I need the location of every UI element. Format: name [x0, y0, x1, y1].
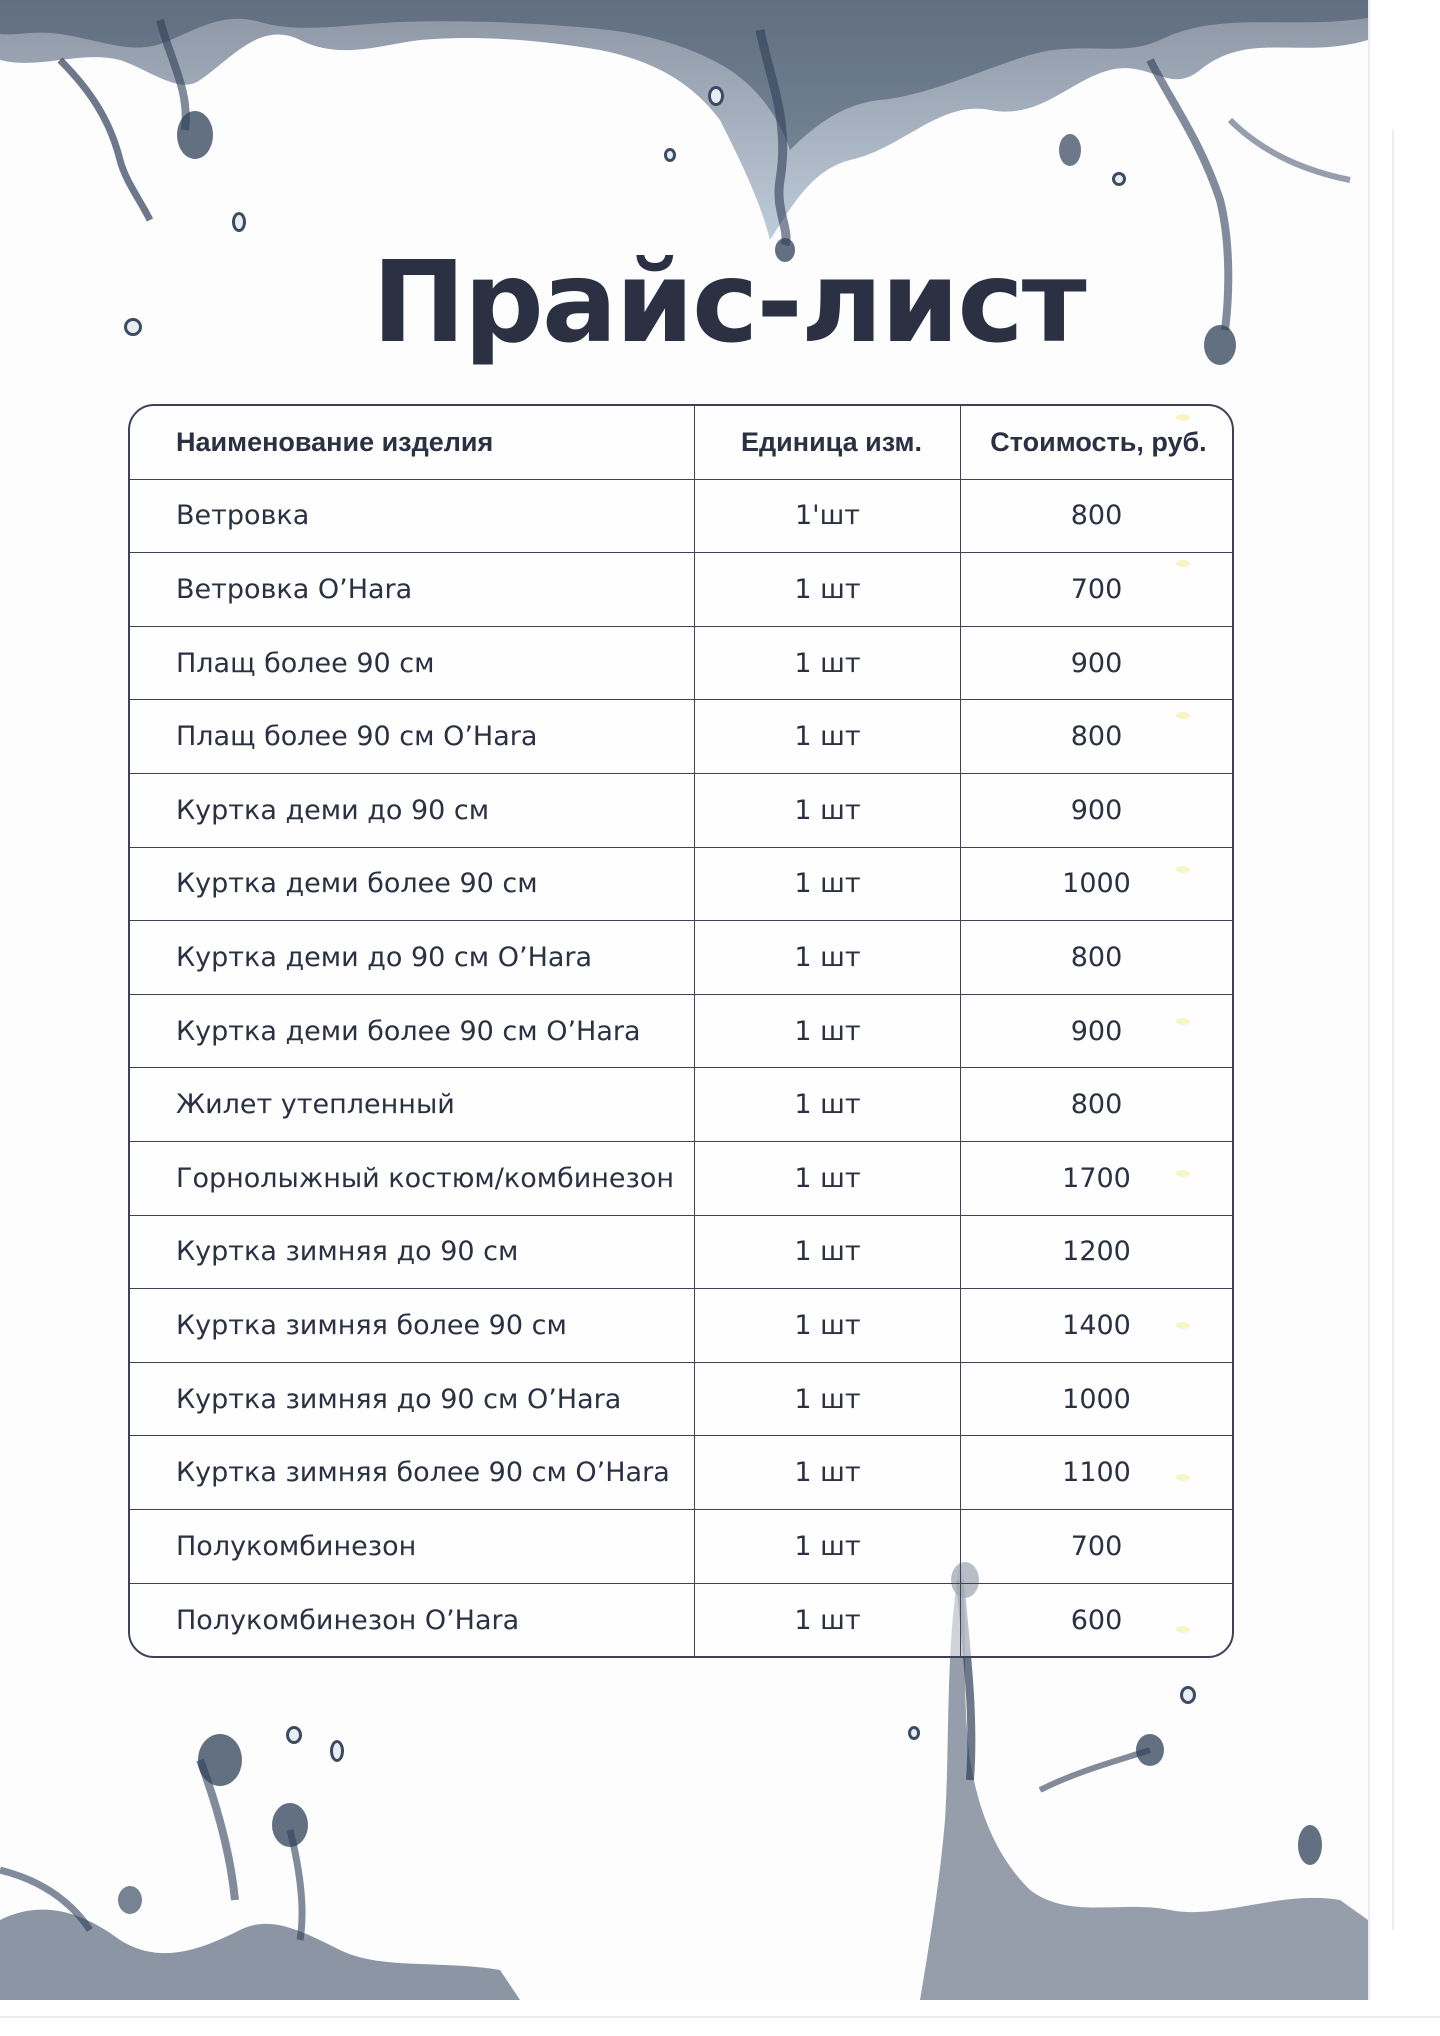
water-droplet-icon: [232, 212, 246, 232]
item-name: Куртка зимняя до 90 см: [130, 1216, 695, 1289]
header-unit: Единица изм.: [695, 406, 961, 479]
item-price: 600: [1070, 1604, 1123, 1636]
item-price: 900: [1070, 647, 1123, 679]
header-item-name: Наименование изделия: [130, 406, 695, 479]
item-price: 800: [1070, 941, 1123, 973]
table-row: [130, 627, 1232, 701]
item-unit: 1 шт: [695, 995, 961, 1068]
table-row: [130, 774, 1232, 848]
table-row: [130, 1584, 1232, 1658]
water-droplet-icon: [1180, 1686, 1196, 1704]
table-row: [130, 921, 1232, 995]
item-price: 700: [1070, 1530, 1123, 1562]
water-droplet-icon: [664, 148, 676, 162]
item-name: Куртка зимняя более 90 см O’Hara: [130, 1436, 695, 1509]
item-price: 1000: [1062, 1383, 1131, 1415]
item-price: 1000: [1062, 868, 1131, 900]
item-name: Горнолыжный костюм/комбинезон: [130, 1142, 695, 1215]
item-unit: 1 шт: [695, 921, 961, 994]
item-price: 800: [1070, 500, 1123, 532]
water-droplet-icon: [330, 1740, 344, 1762]
item-unit: 1'шт: [695, 480, 961, 553]
item-name: Полукомбинезон O’Hara: [130, 1584, 695, 1658]
item-name: Ветровка: [130, 480, 695, 553]
item-unit: 1 шт: [695, 774, 961, 847]
item-name: Куртка зимняя более 90 см: [130, 1289, 695, 1362]
table-header: [130, 406, 1232, 480]
table-row: [130, 995, 1232, 1069]
page-edge-line: [0, 2016, 1440, 2018]
table-row: [130, 1510, 1232, 1584]
table-row: [130, 480, 1232, 554]
item-name: Куртка деми до 90 см O’Hara: [130, 921, 695, 994]
item-name: Куртка зимняя до 90 см O’Hara: [130, 1363, 695, 1436]
item-price: 900: [1070, 794, 1123, 826]
item-unit: 1 шт: [695, 700, 961, 773]
item-price: 800: [1070, 1089, 1123, 1121]
item-unit: 1 шт: [695, 1584, 961, 1658]
item-price: 700: [1070, 573, 1123, 605]
table-row: [130, 1289, 1232, 1363]
item-name: Куртка деми более 90 см O’Hara: [130, 995, 695, 1068]
item-unit: 1 шт: [695, 1142, 961, 1215]
item-unit: 1 шт: [695, 1068, 961, 1141]
item-unit: 1 шт: [695, 1436, 961, 1509]
table-row: [130, 848, 1232, 922]
price-table: [128, 404, 1234, 1658]
item-unit: 1 шт: [695, 1363, 961, 1436]
item-price: 800: [1070, 721, 1123, 753]
water-droplet-icon: [708, 86, 724, 106]
item-name: Полукомбинезон: [130, 1510, 695, 1583]
page-edge-line: [1392, 130, 1394, 1930]
table-row: [130, 1363, 1232, 1437]
item-unit: 1 шт: [695, 1216, 961, 1289]
item-name: Плащ более 90 см: [130, 627, 695, 700]
page-title: Прайс-лист: [372, 238, 1085, 368]
item-name: Куртка деми более 90 см: [130, 848, 695, 921]
water-splash-bottom-left: [0, 1700, 560, 2000]
item-price: 900: [1070, 1015, 1123, 1047]
item-unit: 1 шт: [695, 1510, 961, 1583]
item-unit: 1 шт: [695, 848, 961, 921]
water-droplet-icon: [286, 1726, 302, 1744]
item-unit: 1 шт: [695, 553, 961, 626]
item-price: 1400: [1062, 1309, 1131, 1341]
table-row: [130, 1216, 1232, 1290]
header-price: Стоимость, руб.: [990, 426, 1207, 457]
table-row: [130, 1068, 1232, 1142]
item-unit: 1 шт: [695, 627, 961, 700]
water-droplet-icon: [1112, 172, 1126, 186]
table-row: [130, 553, 1232, 627]
item-name: Куртка деми до 90 см: [130, 774, 695, 847]
table-row: [130, 1436, 1232, 1510]
item-unit: 1 шт: [695, 1289, 961, 1362]
item-name: Ветровка O’Hara: [130, 553, 695, 626]
item-price: 1100: [1062, 1457, 1131, 1489]
water-droplet-icon: [124, 318, 142, 336]
table-row: [130, 1142, 1232, 1216]
water-droplet-icon: [908, 1726, 920, 1740]
item-price: 1700: [1062, 1162, 1131, 1194]
item-name: Жилет утепленный: [130, 1068, 695, 1141]
item-price: 1200: [1062, 1236, 1131, 1268]
item-name: Плащ более 90 см O’Hara: [130, 700, 695, 773]
table-row: [130, 700, 1232, 774]
